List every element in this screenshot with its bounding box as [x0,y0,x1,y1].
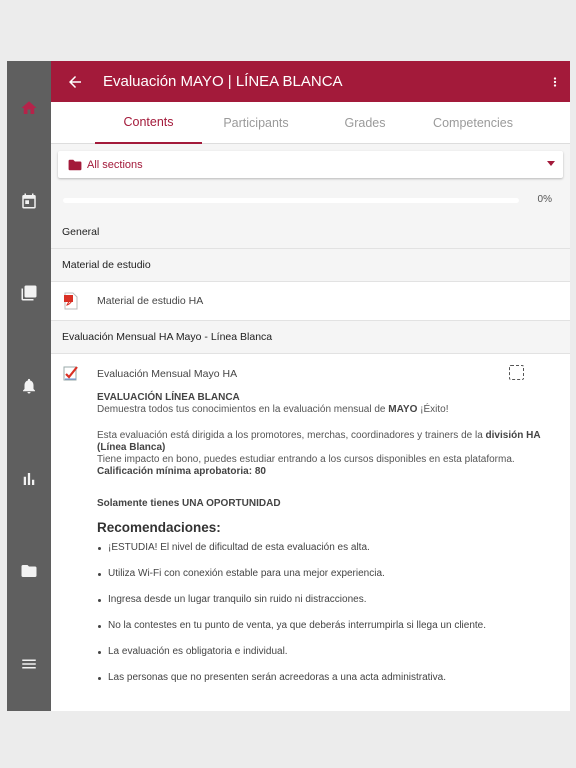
quiz-icon [62,364,80,382]
section-header-evaluacion[interactable]: Evaluación Mensual HA Mayo - Línea Blanca [51,321,570,354]
resource-item[interactable] [51,282,570,321]
forum-icon[interactable] [19,283,39,303]
list-item: Ingresa desde un lugar tranquilo sin ruido ni distracciones. [97,594,557,620]
course-contents [51,216,570,711]
pdf-file-icon [62,292,80,310]
tab-participants[interactable]: Participants [223,116,289,130]
section-selector[interactable] [58,151,563,178]
bell-icon[interactable] [19,376,39,396]
tab-contents[interactable]: Contents [95,102,202,144]
main-panel [51,61,570,711]
one-chance-note: Solamente tienes UNA OPORTUNIDAD [97,498,281,509]
resource-label: Material de estudio HA [97,295,204,307]
section-selector-value: All sections [87,158,143,171]
completion-checkbox[interactable] [509,365,524,380]
home-icon[interactable] [19,98,39,118]
description-line: Esta evaluación está dirigida a los promotores, merchas, coordinadores y trainers de la división HA (Línea Blanca) [97,430,541,453]
description-line: Demuestra todos tus conocimientos en la evaluación mensual de MAYO ¡Éxito! [97,404,449,415]
recommendations-list [97,542,557,698]
app-window [7,61,570,711]
quiz-activity [51,354,570,711]
list-item: La evaluación es obligatoria e individual. [97,646,557,672]
recommendations-heading: Recomendaciones: [97,520,221,535]
app-bar [51,61,570,102]
list-item: Las personas que no presenten serán acreedoras a una acta administrativa. [97,672,557,698]
nav-rail [7,61,51,711]
folder-icon[interactable] [19,561,39,581]
min-score: Calificación mínima aprobatoria: 80 [97,466,266,477]
description-line: Tiene impacto en bono, puedes estudiar entrando a los cursos disponibles en esta plataforma. [97,454,515,465]
menu-icon[interactable] [19,654,39,674]
more-vert-icon[interactable] [548,72,562,92]
section-header-general[interactable]: General [51,216,570,249]
list-item: Utiliza Wi-Fi con conexión estable para una mejor experiencia. [97,568,557,594]
course-progress [51,189,570,213]
progress-bar [63,198,519,203]
section-header-material[interactable]: Material de estudio [51,249,570,282]
folder-icon [68,159,82,171]
tab-bar [51,102,570,144]
quiz-description [97,392,557,698]
chart-icon[interactable] [19,469,39,489]
calendar-icon[interactable] [19,191,39,211]
list-item: No la contestes en tu punto de venta, ya que deberás interrumpirla si llega un cliente. [97,620,557,646]
tab-grades[interactable]: Grades [344,116,386,130]
back-arrow-icon[interactable] [65,72,85,92]
page-title: Evaluación MAYO | LÍNEA BLANCA [103,73,343,90]
progress-percentage: 0% [537,194,552,205]
quiz-title[interactable]: Evaluación Mensual Mayo HA [97,368,238,380]
description-heading: EVALUACIÓN LÍNEA BLANCA [97,392,240,403]
list-item: ¡ESTUDIA! El nivel de dificultad de esta evaluación es alta. [97,542,557,568]
caret-down-icon [547,161,555,167]
tab-competencies[interactable]: Competencies [433,116,513,130]
